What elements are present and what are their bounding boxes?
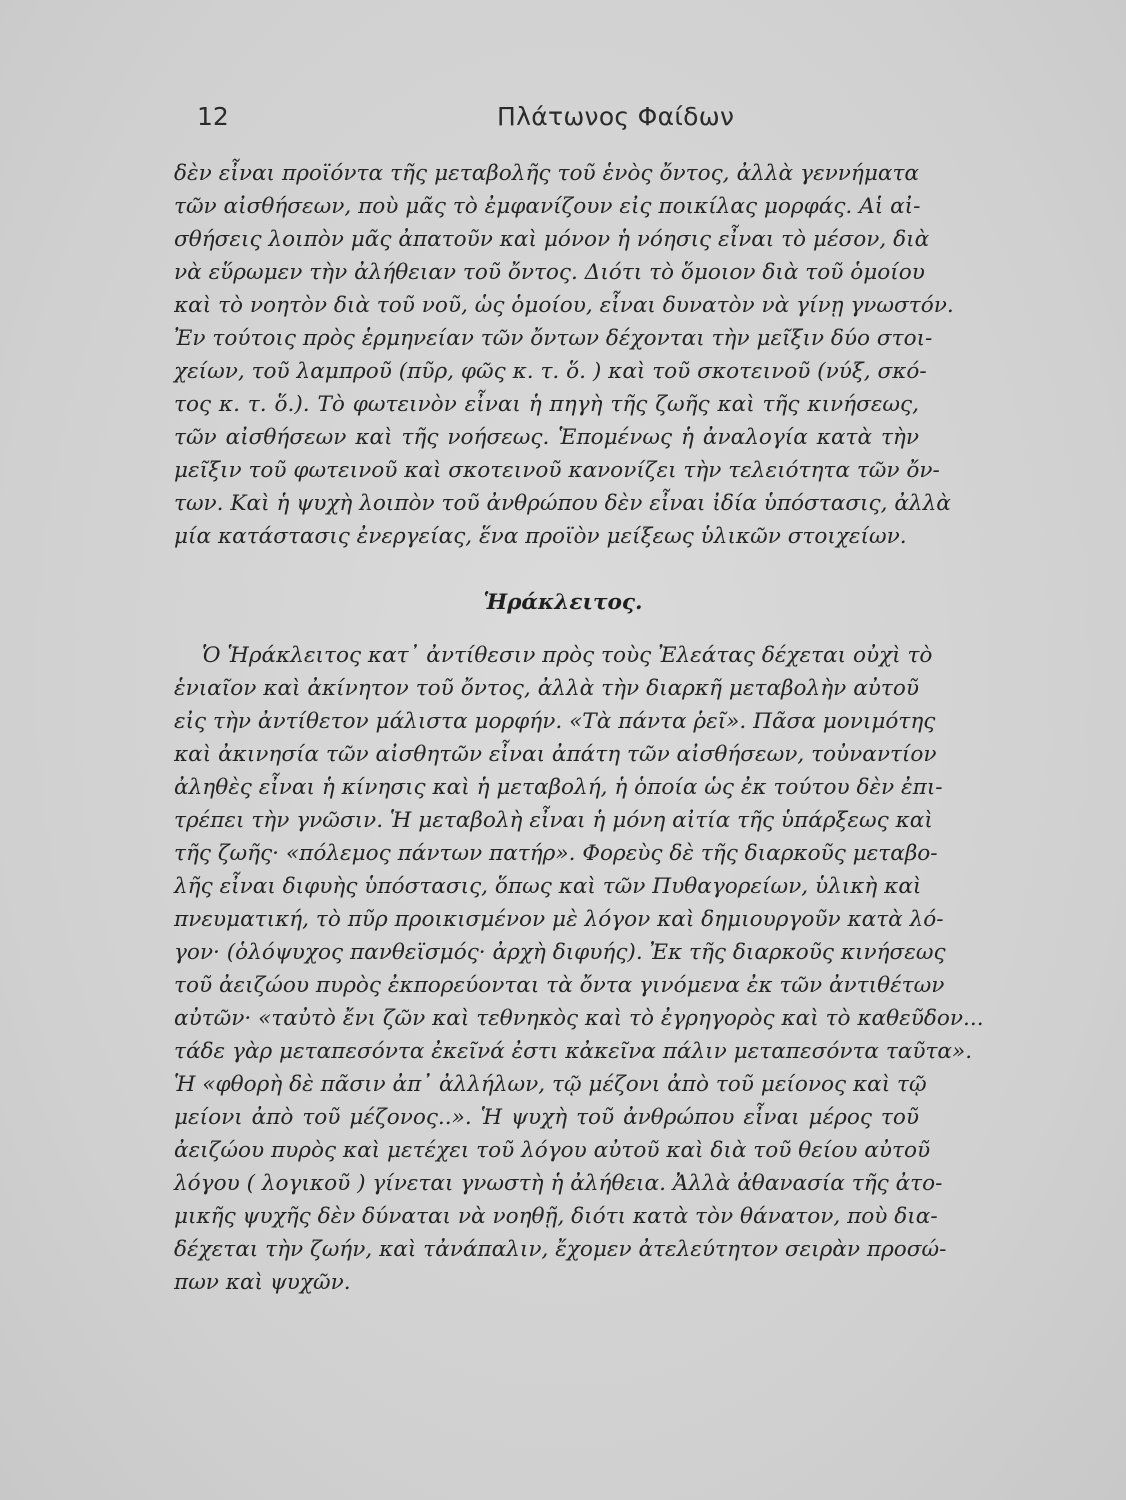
text-line: πνευματική, τὸ πῦρ προικισμένον μὲ λόγον καὶ δημιουργοῦν κατὰ λό- <box>174 907 944 932</box>
text-line: ἑνιαῖον καὶ ἀκίνητον τοῦ ὄντος, ἀλλὰ τὴν διαρκῆ μεταβολὴν αὐτοῦ <box>174 676 919 701</box>
text-line: Ἐν τούτοις πρὸς ἑρμηνείαν τῶν ὄντων δέχονται τὴν μεῖξιν δύο στοι- <box>174 326 933 351</box>
text-line: αὐτῶν· «ταὐτὸ ἔνι ζῶν καὶ τεθνηκὸς καὶ τὸ ἐγρηγορὸς καὶ τὸ καθεῦδον... <box>174 1006 984 1031</box>
text-line: νὰ εὕρωμεν τὴν ἀλήθειαν τοῦ ὄντος. Διότι τὸ ὅμοιον διὰ τοῦ ὁμοίου <box>174 260 925 285</box>
text-line: τῶν αἰσθήσεων, ποὺ μᾶς τὸ ἐμφανίζουν εἰς ποικίλας μορφάς. Αἱ αἰ- <box>174 194 921 219</box>
text-line: τος κ. τ. ὅ.). Τὸ φωτεινὸν εἶναι ἡ πηγὴ τῆς ζωῆς καὶ τῆς κινήσεως, <box>174 392 919 417</box>
section-heading-heraclitus: Ἡράκλειτος. <box>483 590 643 615</box>
page-header <box>197 102 937 136</box>
text-line: μία κατάστασις ἐνεργείας, ἕνα προϊὸν μείξεως ὑλικῶν στοιχείων. <box>174 524 907 549</box>
text-line: Ἡ «φθορὴ δὲ πᾶσιν ἀπ᾿ ἀλλήλων, τῷ μέζονι ἀπὸ τοῦ μείονος καὶ τῷ <box>174 1072 927 1097</box>
text-line: χείων, τοῦ λαμπροῦ (πῦρ, φῶς κ. τ. ὅ. ) καὶ τοῦ σκοτεινοῦ (νύξ, σκό- <box>174 359 927 384</box>
text-line: καὶ ἀκινησία τῶν αἰσθητῶν εἶναι ἀπάτη τῶν αἰσθήσεων, τοὐναντίον <box>174 742 937 767</box>
text-line: ἀληθὲς εἶναι ἡ κίνησις καὶ ἡ μεταβολή, ἡ ὁποία ὡς ἐκ τούτου δὲν ἐπι- <box>174 775 943 800</box>
text-line: τῆς ζωῆς· «πόλεμος πάντων πατήρ». Φορεὺς δὲ τῆς διαρκοῦς μεταβο- <box>174 841 938 866</box>
running-title: Πλάτωνος Φαίδων <box>497 102 735 131</box>
text-line: γον· (ὁλόψυχος πανθεϊσμός· ἀρχὴ διφυής). Ἐκ τῆς διαρκοῦς κινήσεως <box>174 940 946 965</box>
text-line: σθήσεις λοιπὸν μᾶς ἀπατοῦν καὶ μόνον ἡ νόησις εἶναι τὸ μέσον, διὰ <box>174 227 930 252</box>
text-line: λόγου ( λογικοῦ ) γίνεται γνωστὴ ἡ ἀλήθεια. Ἀλλὰ ἀθανασία τῆς ἀτο- <box>174 1171 943 1196</box>
text-line: τοῦ ἀειζώου πυρὸς ἐκπορεύονται τὰ ὄντα γινόμενα ἐκ τῶν ἀντιθέτων <box>174 973 945 998</box>
text-line: τῶν αἰσθήσεων καὶ τῆς νοήσεως. Ἑπομένως ἡ ἀναλογία κατὰ τὴν <box>174 425 919 450</box>
text-line: τρέπει τὴν γνῶσιν. Ἡ μεταβολὴ εἶναι ἡ μόνη αἰτία τῆς ὑπάρξεως καὶ <box>174 808 933 833</box>
text-line: ἀειζώου πυρὸς καὶ μετέχει τοῦ λόγου αὐτοῦ καὶ διὰ τοῦ θείου αὐτοῦ <box>174 1138 931 1163</box>
text-line: λῆς εἶναι διφυὴς ὑπόστασις, ὅπως καὶ τῶν Πυθαγορείων, ὑλικὴ καὶ <box>174 874 922 899</box>
text-line: τάδε γὰρ μεταπεσόντα ἐκεῖνά ἐστι κἀκεῖνα πάλιν μεταπεσόντα ταῦτα». <box>174 1039 973 1064</box>
paragraph-heraclitus <box>174 639 984 1299</box>
paragraph-eleatic-summary <box>174 157 954 553</box>
text-line: Ὁ Ἡράκλειτος κατ᾿ ἀντίθεσιν πρὸς τοὺς Ἐλεάτας δέχεται οὐχὶ τὸ <box>202 643 933 668</box>
text-line: δὲν εἶναι προϊόντα τῆς μεταβολῆς τοῦ ἑνὸς ὄντος, ἀλλὰ γεννήματα <box>174 161 919 186</box>
text-line: καὶ τὸ νοητὸν διὰ τοῦ νοῦ, ὡς ὁμοίου, εἶναι δυνατὸν νὰ γίνῃ γνωστόν. <box>174 293 954 318</box>
text-line: μεῖξιν τοῦ φωτεινοῦ καὶ σκοτεινοῦ κανονίζει τὴν τελειότητα τῶν ὄν- <box>174 458 940 483</box>
text-line: μικῆς ψυχῆς δὲν δύναται νὰ νοηθῇ, διότι κατὰ τὸν θάνατον, ποὺ δια- <box>174 1204 938 1229</box>
page-number: 12 <box>197 102 229 131</box>
text-line: δέχεται τὴν ζωήν, καὶ τἀνάπαλιν, ἔχομεν ἀτελεύτητον σειρὰν προσώ- <box>174 1237 947 1262</box>
text-line: μείονι ἀπὸ τοῦ μέζονος..». Ἡ ψυχὴ τοῦ ἀνθρώπου εἶναι μέρος τοῦ <box>174 1105 919 1130</box>
text-line: εἰς τὴν ἀντίθετον μάλιστα μορφήν. «Τὰ πάντα ῥεῖ». Πᾶσα μονιμότης <box>174 709 936 734</box>
text-line: πων καὶ ψυχῶν. <box>174 1270 351 1295</box>
text-line: των. Καὶ ἡ ψυχὴ λοιπὸν τοῦ ἀνθρώπου δὲν εἶναι ἰδία ὑπόστασις, ἀλλὰ <box>174 491 951 516</box>
